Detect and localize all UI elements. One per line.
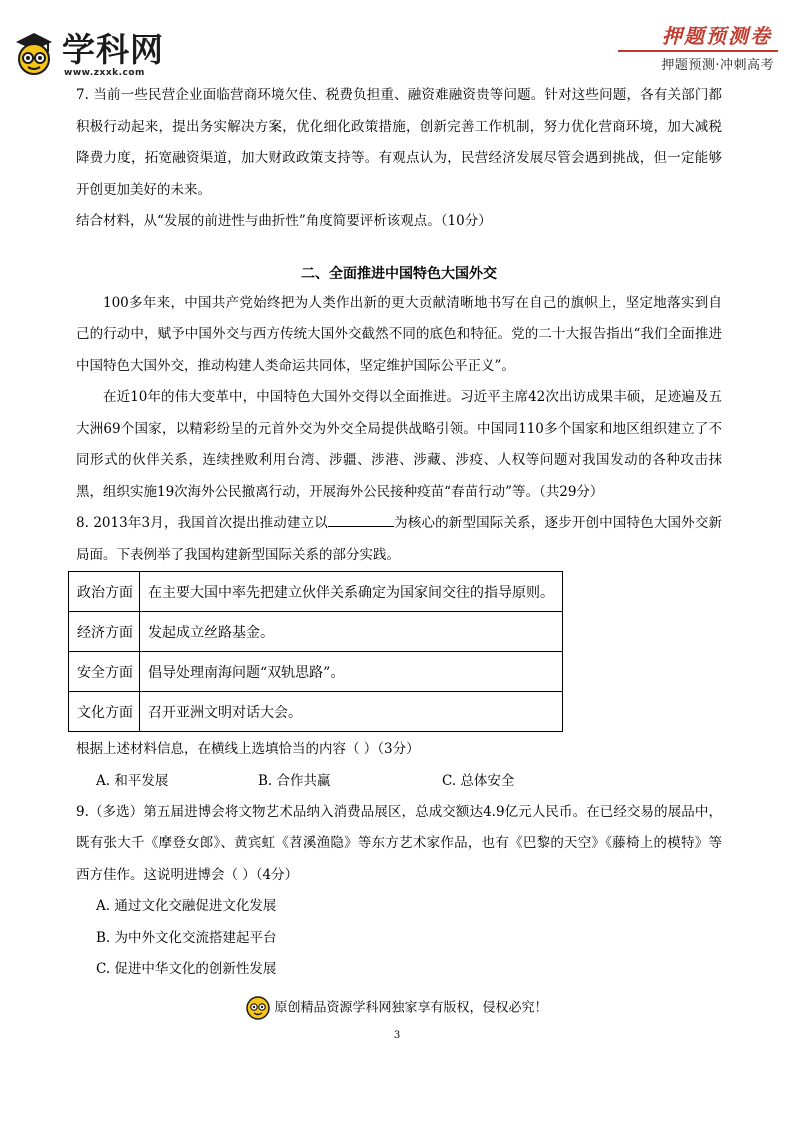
option-b[interactable]: B. 合作共赢 — [258, 772, 331, 789]
mascot-face-icon — [12, 30, 56, 76]
question-9-text: 9.（多选）第五届进博会将文物艺术品纳入消费品展区，总成交额达4.9亿元人民币。在已经交易的展品中，既有张大千《摩登女郎》、黄宾虹《苕溪渔隐》等东方艺术家作品，也有《巴黎的天空》《藤椅上的模特》等西方佳作。这说明进博会（ ）（4分） — [76, 803, 722, 883]
option-a[interactable]: A. 和平发展 — [96, 772, 169, 789]
table-cell-aspect: 政治方面 — [69, 572, 140, 612]
table-row — [69, 612, 563, 652]
page-number: 3 — [393, 1030, 401, 1041]
page-header — [0, 0, 794, 80]
table-cell-practice: 召开亚洲文明对话大会。 — [140, 692, 563, 732]
table-cell-aspect: 文化方面 — [69, 692, 140, 732]
option-b[interactable]: B. 为中外文化交流搭建起平台 — [96, 929, 277, 946]
question-8-intro-before: 8. 2013年3月，我国首次提出推动建立以 — [76, 515, 328, 531]
table-row — [69, 692, 563, 732]
question-7-task: 结合材料，从“发展的前进性与曲折性”角度简要评析该观点。（10分） — [76, 213, 492, 229]
practice-table — [68, 571, 563, 732]
option-a[interactable]: A. 通过文化交融促进文化发展 — [96, 898, 277, 914]
table-cell-practice: 发起成立丝路基金。 — [140, 612, 563, 652]
table-cell-practice: 在主要大国中率先把建立伙伴关系确定为国家间交往的指导原则。 — [140, 572, 563, 612]
badge-subtitle: 押题预测·冲刺高考 — [661, 58, 774, 73]
table-row — [69, 572, 563, 612]
section-paragraph-1: 100多年来，中国共产党始终把为人类作出新的更大贡献清晰地书写在自己的旗帜上，坚定地落实到自己的行动中，赋予中国外交与西方传统大国外交截然不同的底色和特征。党的二十大报告指出“我们全面推进中国特色大国外交，推动构建人类命运共同体，坚定维护国际公平正义”。 — [76, 294, 722, 374]
section-title: 二、全面推进中国特色大国外交 — [301, 265, 497, 282]
badge-divider — [618, 50, 778, 52]
fill-in-blank[interactable] — [328, 512, 394, 527]
copyright-text: 原创精品资源学科网独家享有版权，侵权必究！ — [274, 1000, 548, 1016]
logo-text: 学科网 — [62, 30, 164, 69]
question-8-options — [76, 766, 722, 797]
table-cell-aspect: 安全方面 — [69, 652, 140, 692]
question-7-text: 7. 当前一些民营企业面临营商环境欠佳、税费负担重、融资难融资贵等问题。针对这些问题，各有关部门都积极行动起来，提出务实解决方案，优化细化政策措施，创新完善工作机制，努力优化营商环境，加大减税降费力度，拓宽融资渠道，加大财政政策支持等。有观点认为，民营经济发展尽管会遇到挑战，但一定能够开创更加美好的未来。 — [76, 87, 722, 198]
logo-url: www.zxxk.com — [64, 68, 145, 78]
document-body — [76, 80, 722, 986]
table-cell-practice: 倡导处理南海问题“双轨思路”。 — [140, 652, 563, 692]
section-paragraph-2: 在近10年的伟大变革中，中国特色大国外交得以全面推进。习近平主席42次出访成果丰硕，足迹遍及五大洲69个国家，以精彩纷呈的元首外交为外交全局提供战略引领。中国同110多个国家和地区组织建立了不同形式的伙伴关系，连续挫败利用台湾、涉疆、涉港、涉藏、涉疫、人权等问题对我国发动的各种攻击抹黑，组织实施19次海外公民撤离行动，开展海外公民接种疫苗“春苗行动”等。（共29分） — [76, 389, 722, 500]
question-8-prompt: 根据上述材料信息，在横线上选填恰当的内容（ ）（3分） — [76, 741, 420, 757]
mascot-face-icon — [246, 996, 270, 1020]
badge-title: 押题预测卷 — [662, 24, 772, 48]
option-c[interactable]: C. 总体安全 — [442, 772, 515, 789]
option-c[interactable]: C. 促进中华文化的创新性发展 — [96, 961, 277, 977]
question-8-intro-after: 为核心的新型国际关系，逐步开创中国特色大国外交新局面。下表例举了我国构建新型国际关系的部分实践。 — [76, 515, 722, 563]
question-8-intro — [76, 508, 722, 571]
copyright-note — [0, 996, 794, 1020]
table-row — [69, 652, 563, 692]
table-cell-aspect: 经济方面 — [69, 612, 140, 652]
